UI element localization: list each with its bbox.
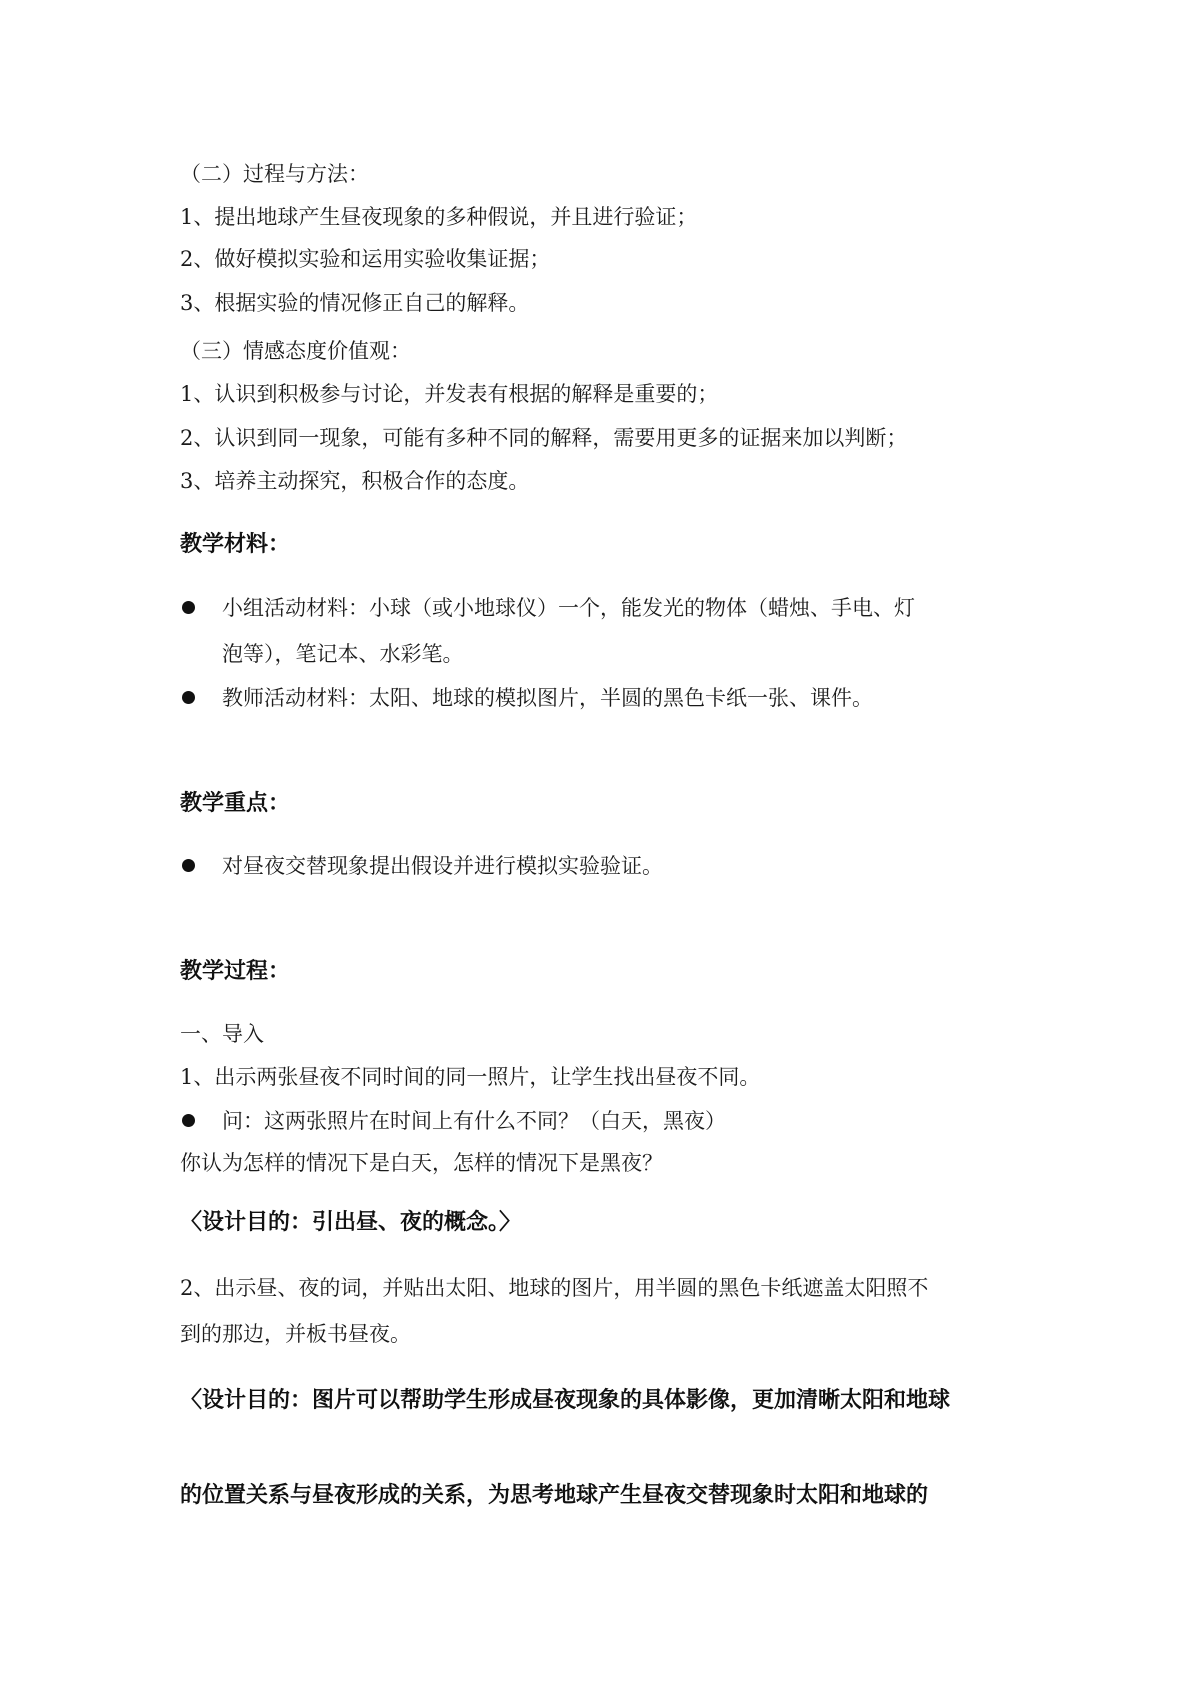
emotion-item-1: 1、认识到积极参与讨论，并发表有根据的解释是重要的； [180,382,719,406]
emotion-heading: （三）情感态度价值观： [180,339,411,363]
process-item-3: 3、根据实验的情况修正自己的解释。 [180,291,530,315]
intro-section-title: 一、导入 [180,1022,264,1046]
bullet-icon [182,601,195,614]
materials-bullet-2: 教师活动材料：太阳、地球的模拟图片，半圆的黑色卡纸一张、课件。 [222,686,873,710]
intro-followup: 你认为怎样的情况下是白天，怎样的情况下是黑夜？ [180,1151,663,1175]
process-method-heading: （二）过程与方法： [180,162,369,186]
focus-heading: 教学重点： [180,791,291,816]
intro-step-1: 1、出示两张昼夜不同时间的同一照片，让学生找出昼夜不同。 [180,1065,761,1089]
materials-bullet-1-line-1: 小组活动材料：小球（或小地球仪）一个，能发光的物体（蜡烛、手电、灯 [222,596,915,620]
design-purpose-2-line-2: 的位置关系与昼夜形成的关系，为思考地球产生昼夜交替现象时太阳和地球的 [180,1483,929,1508]
emotion-item-2: 2、认识到同一现象，可能有多种不同的解释，需要用更多的证据来加以判断； [180,426,908,450]
bullet-icon [182,691,195,704]
intro-step-2-line-1: 2、出示昼、夜的词，并贴出太阳、地球的图片，用半圆的黑色卡纸遮盖太阳照不 [180,1276,929,1300]
bullet-icon [182,1114,195,1127]
intro-question: 问：这两张照片在时间上有什么不同？（白天，黑夜） [222,1109,726,1133]
focus-bullet-1: 对昼夜交替现象提出假设并进行模拟实验验证。 [222,854,663,878]
intro-step-2-line-2: 到的那边，并板书昼夜。 [180,1322,411,1346]
materials-bullet-1-line-2: 泡等），笔记本、水彩笔。 [222,642,464,666]
process-item-2: 2、做好模拟实验和运用实验收集证据； [180,247,551,271]
materials-heading: 教学材料： [180,532,291,557]
design-purpose-1: 〈设计目的：引出昼、夜的概念。〉 [180,1210,522,1235]
design-purpose-2-line-1: 〈设计目的：图片可以帮助学生形成昼夜现象的具体影像，更加清晰太阳和地球 [180,1388,951,1413]
process-item-1: 1、提出地球产生昼夜现象的多种假说，并且进行验证； [180,205,698,229]
process-heading: 教学过程： [180,959,291,984]
emotion-item-3: 3、培养主动探究，积极合作的态度。 [180,469,530,493]
bullet-icon [182,859,195,872]
